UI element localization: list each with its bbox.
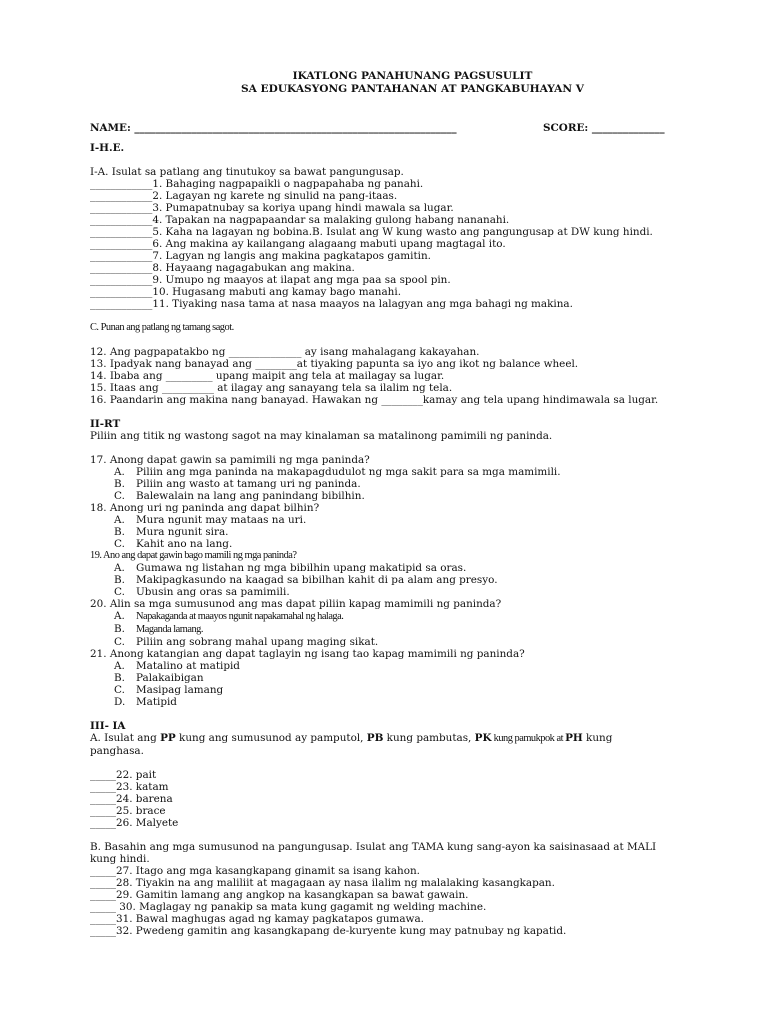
list-item: _____22. pait [90, 769, 157, 781]
name-field-label: NAME: ______________________________________________________________ [90, 122, 457, 134]
question-20: 20. Alin sa mga sumusunod ang mas dapat piliin kapag mamimili ng paninda? [90, 598, 502, 610]
section-1a-instruction: I-A. Isulat sa patlang ang tinutukoy sa bawat pangungusap. [90, 166, 404, 178]
section-3b-items [90, 865, 690, 937]
option: B. Mura ngunit sira. [114, 526, 229, 538]
list-item: _____32. Pwedeng gamitin ang kasangkapang de-kuryente kung may patnubay ng kapatid. [90, 925, 567, 937]
option: C. Kahit ano na lang. [114, 538, 233, 550]
option: A. Napakaganda at maayos ngunit napakamahal ng halaga. [114, 610, 344, 622]
list-item: ____________3. Pumapatnubay sa koriya upang hindi mawala sa lugar. [90, 202, 454, 214]
list-item: ____________5. Kaha na lagayan ng bobina.B. Isulat ang W kung wasto ang pangungusap at DW kung hindi. [90, 226, 653, 238]
option: C. Balewalain na lang ang panindang bibilhin. [114, 490, 365, 502]
question-17: 17. Anong dapat gawin sa pamimili ng mga paninda? [90, 454, 370, 466]
question-18: 18. Anong uri ng paninda ang dapat bilhin? [90, 502, 320, 514]
list-item: _____25. brace [90, 805, 166, 817]
list-item: 14. Ibaba ang _________ upang maipit ang tela at mailagay sa lugar. [90, 370, 445, 382]
option: A. Gumawa ng listahan ng mga bibilhin upang makatipid sa oras. [114, 562, 467, 574]
list-item: _____29. Gamitin lamang ang angkop na kasangkapan sa bawat gawain. [90, 889, 469, 901]
option: C. Ubusin ang oras sa pamimili. [114, 586, 290, 598]
score-field-label: SCORE: ______________ [543, 122, 665, 134]
list-item: _____31. Bawal maghugas agad ng kamay pagkatapos gumawa. [90, 913, 424, 925]
section-1-heading: I-H.E. [90, 142, 125, 154]
list-item: 15. Itaas ang __________ at ilagay ang sanayang tela sa ilalim ng tela. [90, 382, 453, 394]
option: A. Piliin ang mga paninda na makapagdudulot ng mga sakit para sa mga mamimili. [114, 466, 561, 478]
question-21: 21. Anong katangian ang dapat taglayin ng isang tao kapag mamimili ng paninda? [90, 648, 525, 660]
section-1c-instruction: C. Punan ang patlang ng tamang sagot. [90, 322, 234, 333]
list-item: 12. Ang pagpapatakbo ng ______________ ay isang mahalagang kakayahan. [90, 346, 480, 358]
option: B. Piliin ang wasto at tamang uri ng paninda. [114, 478, 361, 490]
list-item: ____________10. Hugasang mabuti ang kamay bago manahi. [90, 286, 401, 298]
section-3a-instruction: A. Isulat ang PP kung ang sumusunod ay pamputol, PB kung pambutas, PK kung pamukpok at PH kung [90, 732, 613, 744]
name-score-row [90, 122, 690, 136]
list-item: 16. Paandarin ang makina nang banayad. Hawakan ng ________kamay ang tela upang hindimawala sa lugar. [90, 394, 659, 406]
list-item: _____24. barena [90, 793, 173, 805]
option: C. Masipag lamang [114, 684, 224, 696]
option: D. Matipid [114, 696, 177, 708]
list-item: _____27. Itago ang mga kasangkapang ginamit sa isang kahon. [90, 865, 420, 877]
list-item: _____26. Malyete [90, 817, 179, 829]
option: C. Piliin ang sobrang mahal upang maging sikat. [114, 636, 379, 648]
list-item: ____________6. Ang makina ay kailangang alagaang mabuti upang magtagal ito. [90, 238, 506, 250]
section-3b-instruction-cont: kung hindi. [90, 853, 150, 865]
list-item: _____ 30. Maglagay ng panakip sa mata kung gagamit ng welding machine. [90, 901, 487, 913]
section-3-heading: III- IA [90, 720, 126, 732]
section-1c-items [90, 346, 690, 406]
list-item: 13. Ipadyak nang banayad ang ________at tiyaking papunta sa iyo ang ikot ng balance wheel. [90, 358, 579, 370]
section-2-instruction: Piliin ang titik ng wastong sagot na may kinalaman sa matalinong pamimili ng paninda. [90, 430, 553, 442]
list-item: _____23. katam [90, 781, 169, 793]
list-item: ____________4. Tapakan na nagpapaandar sa malaking gulong habang nananahi. [90, 214, 510, 226]
list-item: ____________1. Bahaging nagpapaikli o nagpapahaba ng panahi. [90, 178, 424, 190]
list-item: ____________11. Tiyaking nasa tama at nasa maayos na lalagyan ang mga bahagi ng makina. [90, 298, 573, 310]
option: A. Matalino at matipid [114, 660, 240, 672]
section-3b-instruction: B. Basahin ang mga sumusunod na pangungusap. Isulat ang TAMA kung sang-ayon ka saisinasaad at MALI [90, 841, 657, 853]
option: B. Makipagkasundo na kaagad sa bibilhan kahit di pa alam ang presyo. [114, 574, 498, 586]
list-item: ____________9. Umupo ng maayos at ilapat ang mga paa sa spool pin. [90, 274, 451, 286]
exam-page [90, 70, 690, 937]
question-19: 19. Ano ang dapat gawin bago mamili ng mga paninda? [90, 550, 297, 561]
exam-title-line2: SA EDUKASYONG PANTAHANAN AT PANGKABUHAYAN V [241, 83, 584, 95]
list-item: ____________8. Hayaang nagagabukan ang makina. [90, 262, 355, 274]
exam-title-line1: IKATLONG PANAHUNANG PAGSUSULIT [292, 70, 533, 82]
list-item: ____________2. Lagayan ng karete ng sinulid na pang-itaas. [90, 190, 398, 202]
list-item: _____28. Tiyakin na ang maliliit at magagaan ay nasa ilalim ng malalaking kasangkapan. [90, 877, 555, 889]
option: A. Mura ngunit may mataas na uri. [114, 514, 307, 526]
option: B. Maganda lamang. [114, 623, 203, 635]
section-1a-items [90, 178, 690, 310]
section-3a-items [90, 769, 690, 829]
section-3a-instruction-cont: panghasa. [90, 745, 144, 757]
option: B. Palakaibigan [114, 672, 204, 684]
section-2-heading: II-RT [90, 418, 121, 430]
list-item: ____________7. Lagyan ng langis ang makina pagkatapos gamitin. [90, 250, 431, 262]
